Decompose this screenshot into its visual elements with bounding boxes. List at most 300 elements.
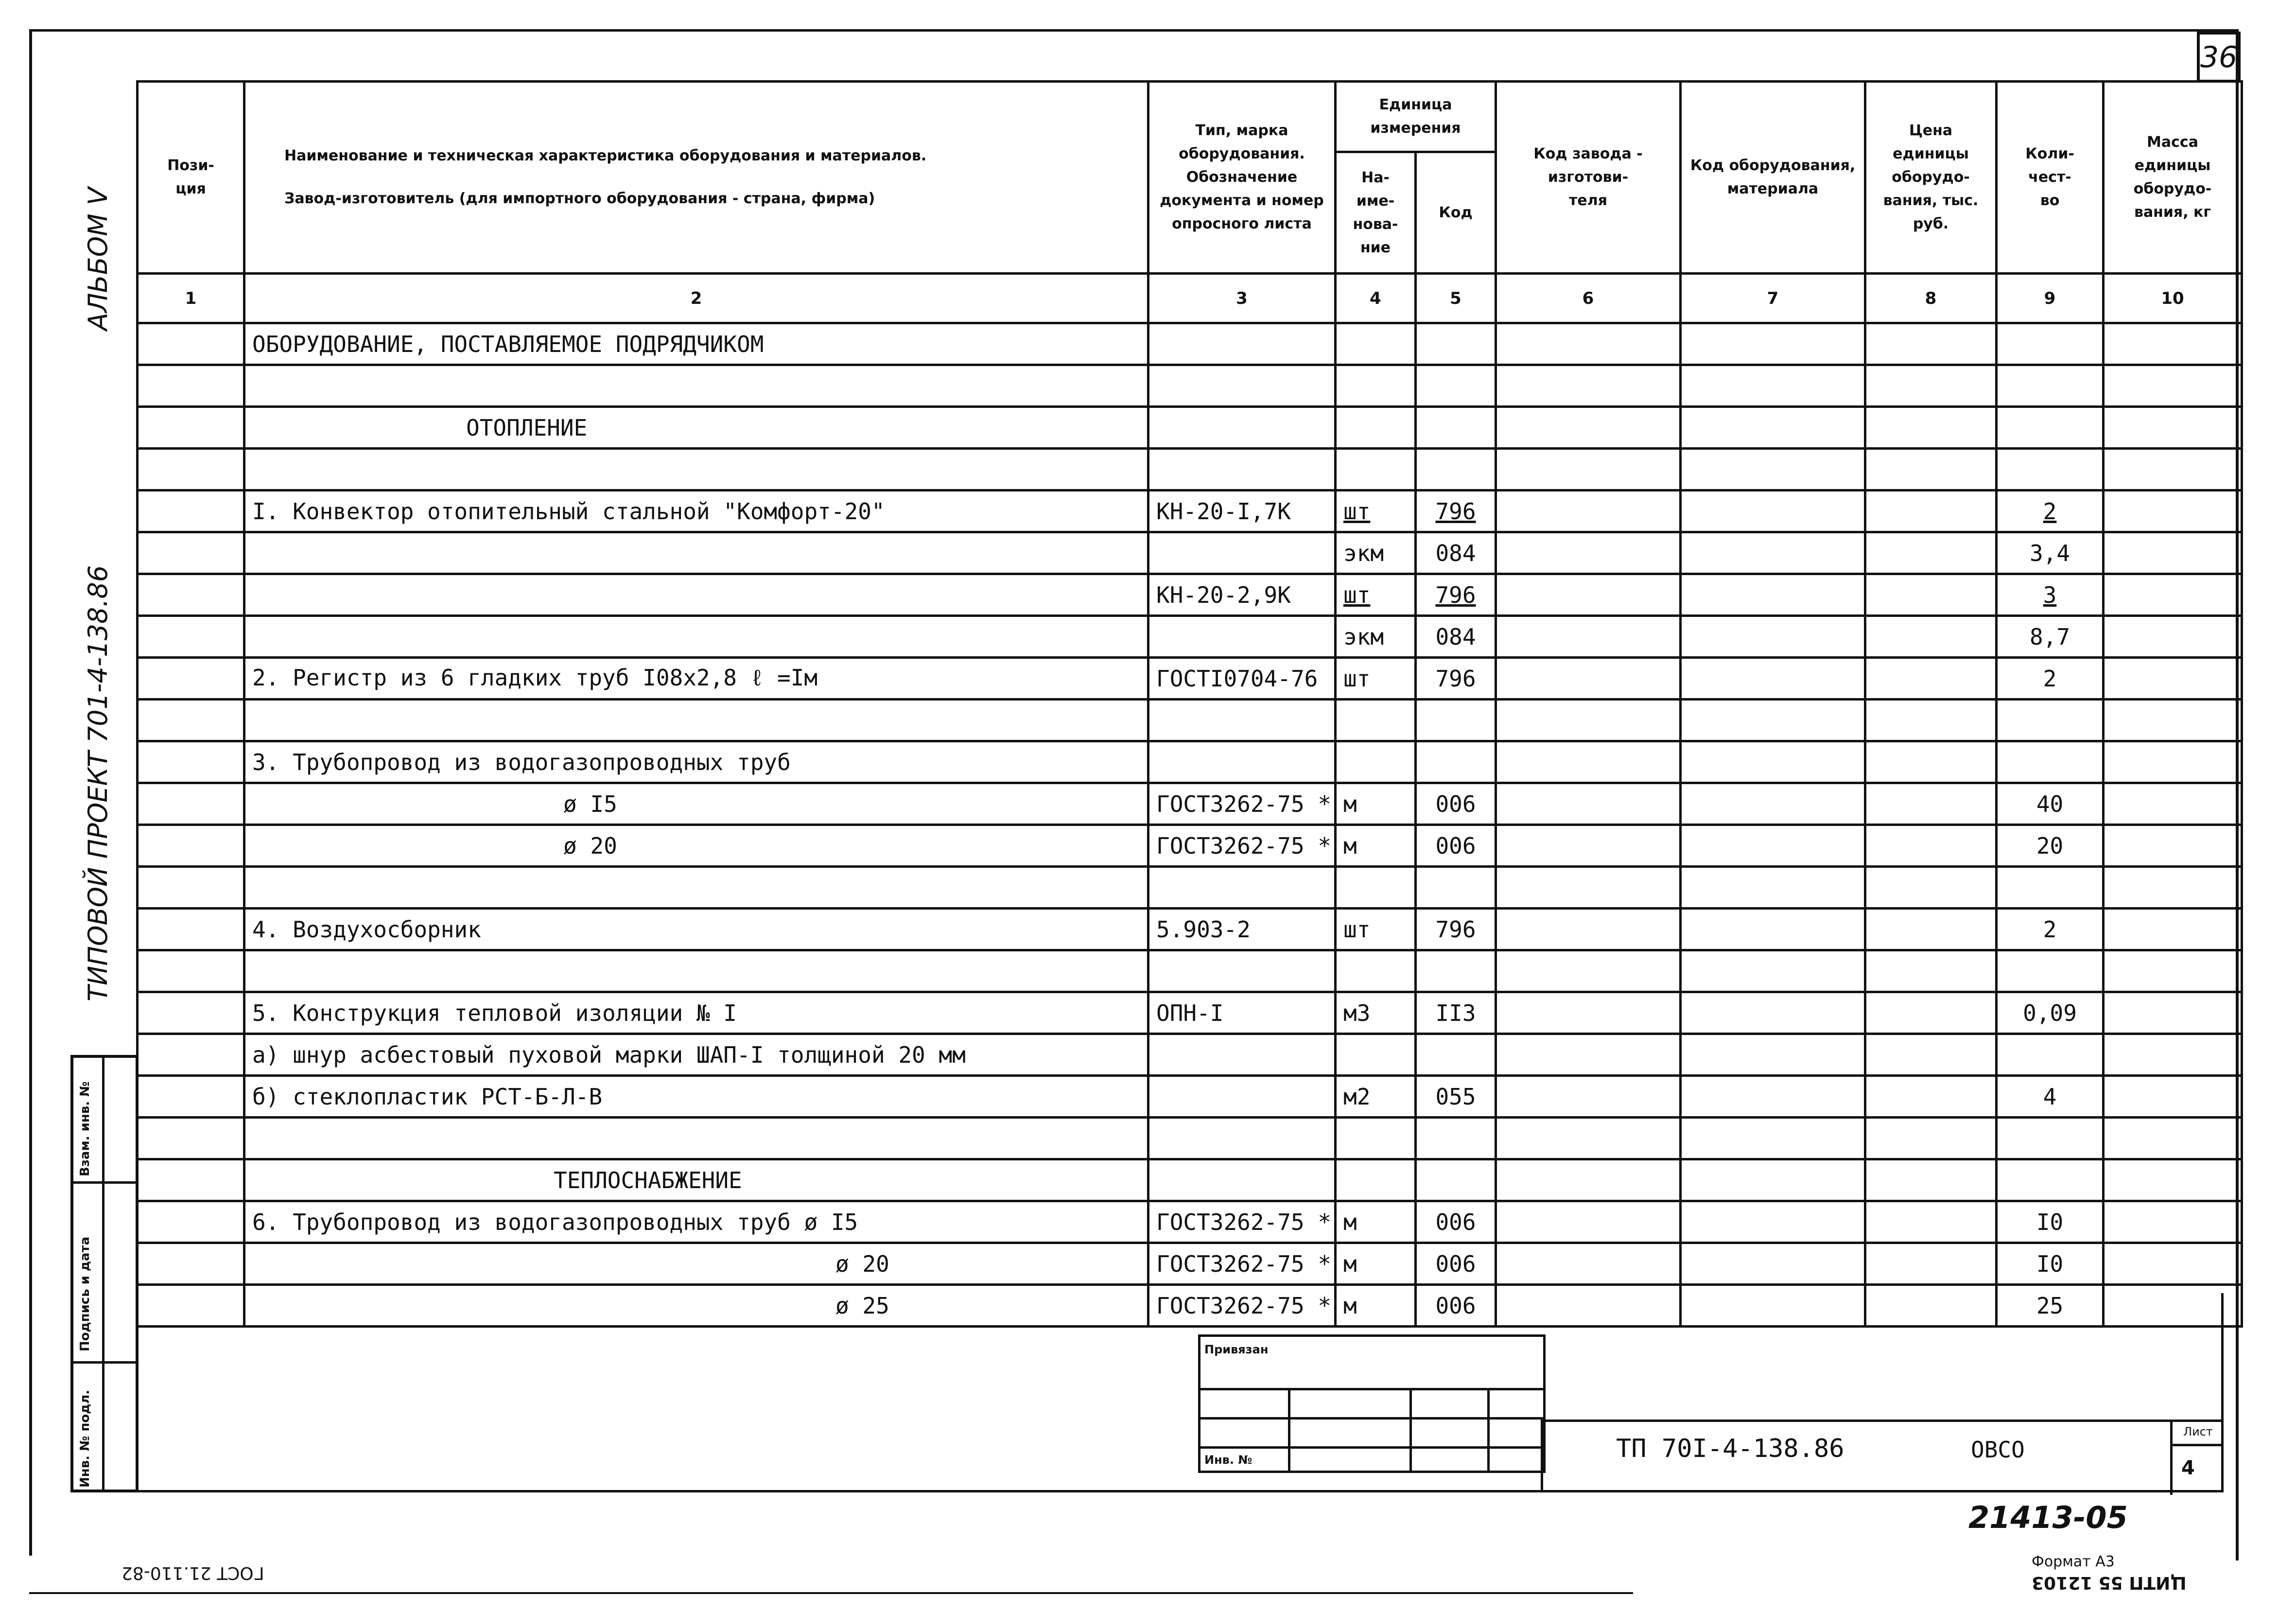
quantity-cell [1997, 407, 2104, 449]
position-cell [138, 1243, 244, 1285]
factory-code-cell [1496, 323, 1681, 365]
stamp-cell [1289, 1419, 1411, 1448]
type-cell [1148, 491, 1336, 532]
name-cell-text: ø I5 [563, 790, 617, 817]
position-cell [138, 658, 244, 700]
type-cell-text: ГОСТ3262-75 * [1156, 1292, 1332, 1319]
quantity-cell-text: 3,4 [2029, 540, 2070, 566]
sheet-label: Лист [2173, 1420, 2224, 1446]
factory-code-cell [1496, 950, 1681, 992]
unit-name-cell-text: экм [1343, 540, 1384, 566]
mass-cell [2104, 323, 2242, 365]
price-cell [1865, 1076, 1997, 1118]
price-cell [1865, 825, 1997, 867]
quantity-cell [1997, 1159, 2104, 1201]
header-type: Тип, марка оборудования. Обозначение документа и номер опросного листа [1148, 82, 1336, 274]
equipment-code-cell [1681, 407, 1865, 449]
mass-cell [2104, 825, 2242, 867]
table-row [138, 825, 2242, 867]
col-number: 3 [1148, 274, 1336, 323]
side-stamp-divider-2 [70, 1361, 139, 1364]
stamp-cell [1289, 1389, 1411, 1419]
table-row [138, 992, 2242, 1034]
table-row [138, 407, 2242, 449]
type-cell [1148, 323, 1336, 365]
type-cell-text: ГОСТ3262-75 * [1156, 1250, 1332, 1277]
price-cell [1865, 1243, 1997, 1285]
equipment-code-cell [1681, 574, 1865, 616]
header-equipment-code: Код оборудования, материала [1681, 82, 1865, 274]
factory-code-cell [1496, 574, 1681, 616]
unit-code-cell [1416, 867, 1496, 909]
table-row [138, 1285, 2242, 1327]
quantity-cell [1997, 992, 2104, 1034]
quantity-cell [1997, 867, 2104, 909]
equipment-code-cell [1681, 1118, 1865, 1159]
equipment-code-cell [1681, 1243, 1865, 1285]
unit-code-cell-text: 796 [1435, 498, 1476, 525]
sheet-number-box [2197, 32, 2241, 83]
gost-bottom: ГОСТ 21.110-82 [122, 1563, 264, 1583]
mass-cell [2104, 1243, 2242, 1285]
equipment-code-cell [1681, 1201, 1865, 1243]
name-cell [244, 909, 1148, 950]
table-row [138, 658, 2242, 700]
price-cell [1865, 741, 1997, 783]
unit-name-cell-text: м [1343, 1250, 1357, 1277]
unit-code-cell [1416, 783, 1496, 825]
header-factory-code: Код завода - изготови- теля [1496, 82, 1681, 274]
unit-name-cell [1336, 1243, 1416, 1285]
side-stamp-divider-1 [70, 1181, 139, 1184]
equipment-code-cell [1681, 365, 1865, 407]
doc-code: ТП 70I-4-138.86 [1616, 1434, 1844, 1463]
name-cell [244, 1201, 1148, 1243]
table-row [138, 1034, 2242, 1076]
unit-name-cell [1336, 1034, 1416, 1076]
unit-code-cell-text: 796 [1435, 665, 1476, 692]
footer-rule [29, 1592, 1633, 1594]
col-number: 9 [1997, 274, 2104, 323]
mass-cell [2104, 1118, 2242, 1159]
position-cell [138, 783, 244, 825]
price-cell [1865, 950, 1997, 992]
name-cell [244, 491, 1148, 532]
quantity-cell [1997, 449, 2104, 491]
type-cell [1148, 1076, 1336, 1118]
name-cell-text: ø 20 [835, 1250, 889, 1277]
factory-code-cell [1496, 365, 1681, 407]
position-cell [138, 825, 244, 867]
name-cell [244, 449, 1148, 491]
name-cell [244, 700, 1148, 741]
name-cell [244, 783, 1148, 825]
quantity-cell [1997, 700, 2104, 741]
unit-name-cell [1336, 574, 1416, 616]
unit-code-cell-text: II3 [1435, 999, 1476, 1026]
price-cell [1865, 1201, 1997, 1243]
type-cell [1148, 407, 1336, 449]
equipment-code-cell [1681, 741, 1865, 783]
type-cell-text: ГОСТ3262-75 * [1156, 832, 1332, 859]
quantity-cell [1997, 1034, 2104, 1076]
type-cell [1148, 1285, 1336, 1327]
unit-name-cell [1336, 992, 1416, 1034]
table-row [138, 741, 2242, 783]
name-cell [244, 658, 1148, 700]
position-cell [138, 741, 244, 783]
unit-name-cell-text: шт [1343, 665, 1371, 692]
equipment-code-cell [1681, 1034, 1865, 1076]
type-cell [1148, 658, 1336, 700]
unit-code-cell [1416, 1159, 1496, 1201]
quantity-cell [1997, 1285, 2104, 1327]
header-position: Пози- ция [138, 82, 244, 274]
equipment-code-cell [1681, 616, 1865, 658]
col-number: 2 [244, 274, 1148, 323]
position-cell [138, 323, 244, 365]
quantity-cell-text: 20 [2036, 832, 2064, 859]
stamp-cell [1411, 1448, 1489, 1472]
type-cell [1148, 365, 1336, 407]
type-cell [1148, 532, 1336, 574]
price-cell [1865, 909, 1997, 950]
type-cell [1148, 1159, 1336, 1201]
name-cell-text: 2. Регистр из 6 гладких труб I08х2,8 ℓ =Iм [252, 665, 818, 691]
type-cell [1148, 700, 1336, 741]
unit-code-cell [1416, 616, 1496, 658]
table-row [138, 867, 2242, 909]
quantity-cell [1997, 574, 2104, 616]
price-cell [1865, 365, 1997, 407]
type-cell [1148, 992, 1336, 1034]
quantity-cell [1997, 783, 2104, 825]
quantity-cell [1997, 365, 2104, 407]
type-cell [1148, 1118, 1336, 1159]
specification-table [136, 80, 2243, 1328]
unit-code-cell [1416, 950, 1496, 992]
price-cell [1865, 1159, 1997, 1201]
doc-mark: ОВСО [1971, 1437, 2025, 1463]
mass-cell [2104, 616, 2242, 658]
price-cell [1865, 867, 1997, 909]
type-cell [1148, 574, 1336, 616]
factory-code-cell [1496, 407, 1681, 449]
name-cell [244, 1285, 1148, 1327]
position-cell [138, 1118, 244, 1159]
factory-code-cell [1496, 1118, 1681, 1159]
name-cell [244, 616, 1148, 658]
quantity-cell [1997, 491, 2104, 532]
position-cell [138, 491, 244, 532]
equipment-code-cell [1681, 950, 1865, 992]
price-cell [1865, 992, 1997, 1034]
type-cell-text: КН-20-2,9К [1156, 581, 1291, 608]
equipment-code-cell [1681, 867, 1865, 909]
mass-cell [2104, 741, 2242, 783]
type-cell [1148, 783, 1336, 825]
unit-name-cell [1336, 1285, 1416, 1327]
name-cell-text: 4. Воздухосборник [252, 916, 481, 943]
unit-code-cell-text: 084 [1435, 540, 1476, 566]
unit-code-cell-text: 796 [1435, 581, 1476, 608]
unit-code-cell-text: 006 [1435, 1250, 1476, 1277]
format-label: Формат А3 [2032, 1553, 2115, 1570]
table-row [138, 1201, 2242, 1243]
name-cell [244, 1076, 1148, 1118]
unit-name-cell-text: м [1343, 1292, 1357, 1319]
stamp-cell [1411, 1419, 1489, 1448]
position-cell [138, 407, 244, 449]
col-number: 4 [1336, 274, 1416, 323]
name-cell-text: 3. Трубопровод из водогазопроводных труб [252, 749, 791, 775]
type-cell [1148, 1201, 1336, 1243]
unit-name-cell-text: шт [1343, 581, 1371, 608]
quantity-cell [1997, 1243, 2104, 1285]
unit-name-cell-text: м3 [1343, 999, 1371, 1026]
stamp-cell [1289, 1448, 1411, 1472]
price-cell [1865, 449, 1997, 491]
name-cell [244, 532, 1148, 574]
name-cell [244, 574, 1148, 616]
mass-cell [2104, 1034, 2242, 1076]
quantity-cell-text: 40 [2036, 790, 2064, 817]
unit-code-cell [1416, 909, 1496, 950]
position-cell [138, 365, 244, 407]
unit-name-cell [1336, 407, 1416, 449]
equipment-code-cell [1681, 783, 1865, 825]
position-cell [138, 1285, 244, 1327]
name-cell [244, 407, 1148, 449]
factory-code-cell [1496, 700, 1681, 741]
position-cell [138, 992, 244, 1034]
factory-code-cell [1496, 1285, 1681, 1327]
unit-name-cell [1336, 449, 1416, 491]
equipment-code-cell [1681, 825, 1865, 867]
header-name-line1: Наименование и техническая характеристика оборудования и материалов. [284, 147, 927, 164]
price-cell [1865, 491, 1997, 532]
type-cell [1148, 616, 1336, 658]
unit-code-cell [1416, 491, 1496, 532]
cipher: ЦИТП 55 12103 [2032, 1573, 2187, 1593]
table-row [138, 491, 2242, 532]
unit-name-cell [1336, 1159, 1416, 1201]
header-unit-name: На- име- нова- ние [1337, 153, 1417, 272]
quantity-cell [1997, 741, 2104, 783]
quantity-cell [1997, 658, 2104, 700]
equipment-code-cell [1681, 1159, 1865, 1201]
quantity-cell-text: 2 [2043, 916, 2057, 943]
price-cell [1865, 407, 1997, 449]
quantity-cell-text: 0,09 [2023, 999, 2077, 1026]
title-block-left [1198, 1334, 1546, 1473]
price-cell [1865, 658, 1997, 700]
column-number-row [138, 274, 2242, 323]
quantity-cell [1997, 1201, 2104, 1243]
unit-name-cell-text: м [1343, 1209, 1357, 1235]
factory-code-cell [1496, 909, 1681, 950]
table-row [138, 532, 2242, 574]
type-cell [1148, 909, 1336, 950]
unit-name-cell-text: м [1343, 832, 1357, 859]
outer-frame-left [29, 29, 32, 1556]
quantity-cell-text: 4 [2043, 1083, 2057, 1110]
equipment-code-cell [1681, 700, 1865, 741]
unit-code-cell-text: 006 [1435, 832, 1476, 859]
factory-code-cell [1496, 825, 1681, 867]
stamp-inv: Инв. № [1200, 1448, 1289, 1472]
unit-name-cell [1336, 365, 1416, 407]
col-number: 7 [1681, 274, 1865, 323]
stamp-cell [1489, 1419, 1545, 1448]
unit-name-cell [1336, 700, 1416, 741]
name-cell [244, 950, 1148, 992]
col-number: 1 [138, 274, 244, 323]
factory-code-cell [1496, 1201, 1681, 1243]
unit-code-cell [1416, 658, 1496, 700]
mass-cell [2104, 950, 2242, 992]
quantity-cell-text: 8,7 [2029, 623, 2070, 650]
type-cell-text: КН-20-I,7К [1156, 498, 1291, 525]
factory-code-cell [1496, 1159, 1681, 1201]
header-unit-subcols [1337, 153, 1495, 272]
name-cell-text: ТЕПЛОСНАБЖЕНИЕ [554, 1167, 742, 1193]
position-cell [138, 1159, 244, 1201]
factory-code-cell [1496, 1076, 1681, 1118]
col-number: 8 [1865, 274, 1997, 323]
type-cell [1148, 741, 1336, 783]
unit-code-cell [1416, 700, 1496, 741]
unit-name-cell-text: экм [1343, 623, 1384, 650]
mass-cell [2104, 574, 2242, 616]
position-cell [138, 532, 244, 574]
name-cell-text: 6. Трубопровод из водогазопроводных труб ø I5 [252, 1209, 858, 1235]
header-unit-code: Код [1439, 204, 1473, 221]
stamp-cell [1411, 1389, 1489, 1419]
table-row [138, 365, 2242, 407]
table-row [138, 1243, 2242, 1285]
table-row [138, 909, 2242, 950]
handwritten-number: 21413-05 [1968, 1500, 2128, 1535]
unit-name-cell-text: шт [1343, 498, 1371, 525]
sheet-box [2170, 1420, 2224, 1495]
mass-cell [2104, 867, 2242, 909]
col-number: 6 [1496, 274, 1681, 323]
unit-code-cell [1416, 1285, 1496, 1327]
mass-cell [2104, 658, 2242, 700]
unit-code-cell [1416, 407, 1496, 449]
name-cell [244, 323, 1148, 365]
price-cell [1865, 323, 1997, 365]
price-cell [1865, 574, 1997, 616]
quantity-cell-text: I0 [2036, 1250, 2064, 1277]
col-number: 10 [2104, 274, 2242, 323]
factory-code-cell [1496, 867, 1681, 909]
factory-code-cell [1496, 741, 1681, 783]
unit-name-cell [1336, 741, 1416, 783]
position-cell [138, 574, 244, 616]
unit-name-cell [1336, 616, 1416, 658]
side-box-signature-date: Подпись и дата [78, 1236, 92, 1351]
factory-code-cell [1496, 658, 1681, 700]
equipment-code-cell [1681, 449, 1865, 491]
unit-code-cell-text: 055 [1435, 1083, 1476, 1110]
equipment-code-cell [1681, 1285, 1865, 1327]
position-cell [138, 616, 244, 658]
position-cell [138, 1076, 244, 1118]
sheet-value: 4 [2181, 1457, 2195, 1479]
price-cell [1865, 783, 1997, 825]
header-row [138, 82, 2242, 274]
position-cell [138, 867, 244, 909]
table-row [138, 574, 2242, 616]
position-cell [138, 909, 244, 950]
unit-name-cell [1336, 867, 1416, 909]
mass-cell [2104, 700, 2242, 741]
mass-cell [2104, 1076, 2242, 1118]
quantity-cell-text: I0 [2036, 1209, 2064, 1235]
quantity-cell-text: 2 [2043, 498, 2057, 525]
quantity-cell [1997, 616, 2104, 658]
table-row [138, 1076, 2242, 1118]
side-box-inv-original: Инв. № подл. [78, 1389, 92, 1488]
unit-name-cell [1336, 1201, 1416, 1243]
unit-name-cell [1336, 532, 1416, 574]
unit-code-cell [1416, 449, 1496, 491]
factory-code-cell [1496, 1243, 1681, 1285]
header-unit-group [1336, 82, 1496, 274]
type-cell [1148, 867, 1336, 909]
name-cell-text: ОТОПЛЕНИЕ [466, 414, 588, 441]
header-name-line2: Завод-изготовитель (для импортного оборудования - страна, фирма) [284, 190, 875, 207]
name-cell [244, 1118, 1148, 1159]
mass-cell [2104, 909, 2242, 950]
unit-code-cell [1416, 1118, 1496, 1159]
factory-code-cell [1496, 992, 1681, 1034]
unit-code-cell [1416, 1201, 1496, 1243]
unit-code-cell-text: 006 [1435, 790, 1476, 817]
unit-name-cell [1336, 909, 1416, 950]
type-cell [1148, 1243, 1336, 1285]
type-cell-text: 5.903-2 [1156, 916, 1251, 943]
mass-cell [2104, 1201, 2242, 1243]
unit-code-cell [1416, 532, 1496, 574]
position-cell [138, 1201, 244, 1243]
unit-code-cell-text: 796 [1435, 916, 1476, 943]
equipment-code-cell [1681, 1076, 1865, 1118]
name-cell [244, 867, 1148, 909]
position-cell [138, 1034, 244, 1076]
unit-code-cell [1416, 825, 1496, 867]
table-row [138, 449, 2242, 491]
mass-cell [2104, 783, 2242, 825]
stamp-linked: Привязан [1200, 1336, 1545, 1389]
price-cell [1865, 700, 1997, 741]
quantity-cell [1997, 909, 2104, 950]
unit-name-cell [1336, 491, 1416, 532]
table-row [138, 323, 2242, 365]
factory-code-cell [1496, 616, 1681, 658]
equipment-code-cell [1681, 532, 1865, 574]
position-cell [138, 700, 244, 741]
unit-code-cell [1416, 992, 1496, 1034]
stamp-cell [1200, 1419, 1289, 1448]
unit-name-cell [1336, 783, 1416, 825]
name-cell [244, 992, 1148, 1034]
unit-code-cell [1416, 741, 1496, 783]
mass-cell [2104, 407, 2242, 449]
factory-code-cell [1496, 1034, 1681, 1076]
